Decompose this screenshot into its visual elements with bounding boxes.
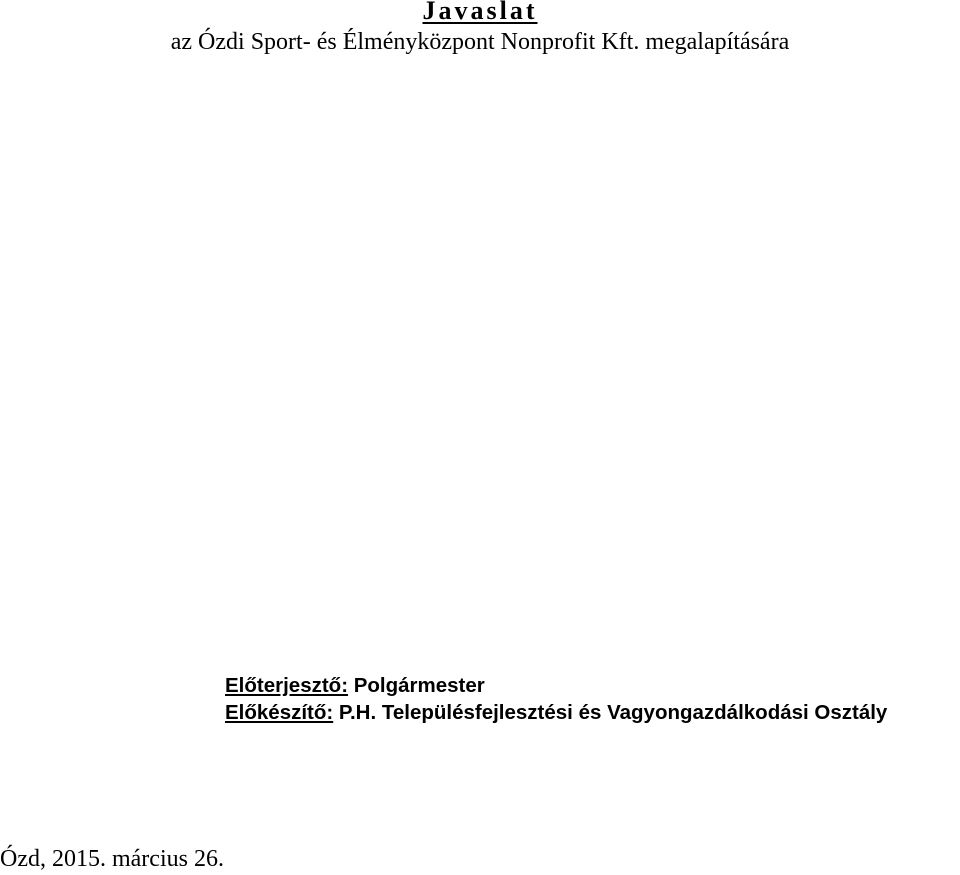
submitter-label: Előterjesztő: <box>225 674 349 697</box>
document-title <box>0 0 960 28</box>
preparer-value: P.H. Településfejlesztési és Vagyongazdálkodási Osztály <box>338 701 888 724</box>
document-subtitle: az Ózdi Sport- és Élményközpont Nonprofit Kft. megalapítására <box>170 29 790 55</box>
submitter-line <box>225 673 485 699</box>
document-date: Ózd, 2015. március 26. <box>0 846 224 872</box>
submitter-value: Polgármester <box>353 674 485 697</box>
preparer-line <box>225 700 887 726</box>
preparer-label: Előkészítő: <box>225 701 334 724</box>
document-title-text: Javaslat <box>422 0 538 25</box>
